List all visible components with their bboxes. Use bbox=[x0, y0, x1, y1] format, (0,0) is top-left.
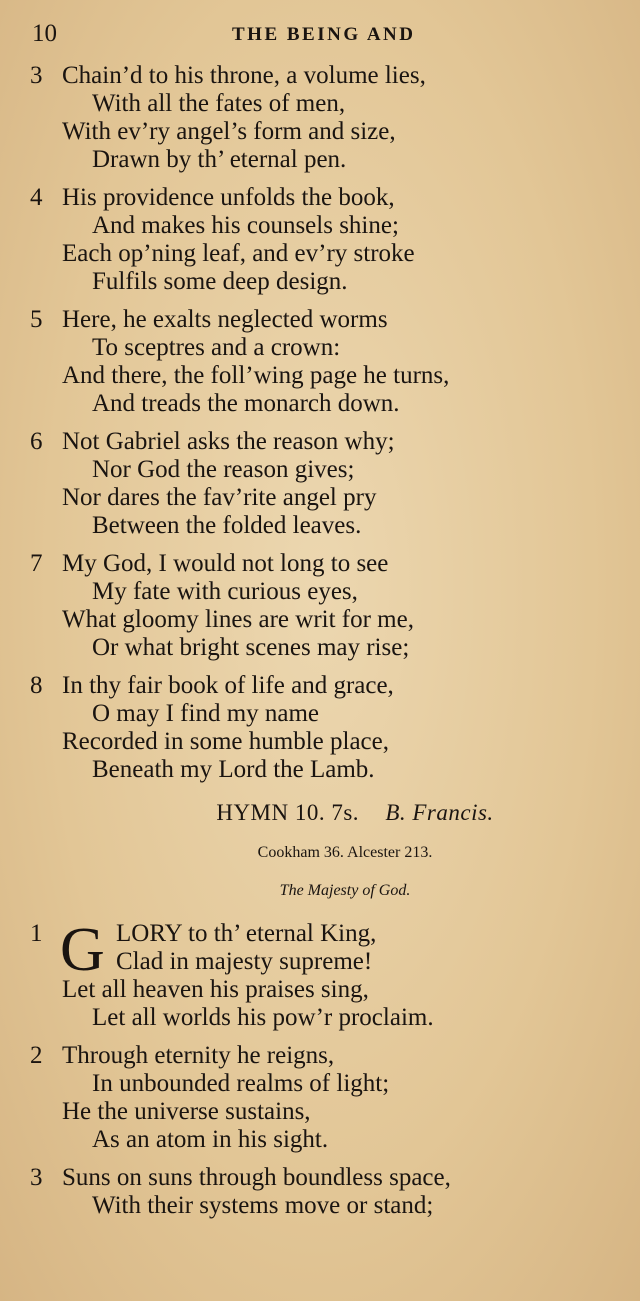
verse-line bbox=[30, 1192, 620, 1220]
verse-line-text: My fate with curious eyes, bbox=[92, 578, 358, 605]
verse-line bbox=[30, 212, 620, 240]
verse bbox=[30, 184, 620, 296]
verse-line-text: With all the fates of men, bbox=[92, 90, 346, 117]
verse-line-text: My God, I would not long to see bbox=[62, 550, 389, 577]
verse-line bbox=[30, 62, 620, 90]
verse-line bbox=[30, 268, 620, 296]
verse-line-text: Clad in majesty supreme! bbox=[116, 948, 373, 975]
verse-line-text: In unbounded realms of light; bbox=[92, 1070, 390, 1097]
verse-line-text: Here, he exalts neglected worms bbox=[62, 306, 388, 333]
verse-line bbox=[30, 976, 620, 1004]
hymn-tunes: Cookham 36. Alcester 213. bbox=[257, 844, 433, 861]
verse-line-text: Or what bright scenes may rise; bbox=[92, 634, 410, 661]
verse-line bbox=[30, 920, 620, 948]
verse-line bbox=[30, 1164, 620, 1192]
verse-number: 6 bbox=[30, 428, 43, 455]
verse-line bbox=[30, 948, 620, 976]
verse-line-text: Each op’ning leaf, and ev’ry stroke bbox=[62, 240, 415, 267]
verse-line-text: Let all heaven his praises sing, bbox=[62, 976, 369, 1003]
verse-line bbox=[30, 428, 620, 456]
verse-line-text: He the universe sustains, bbox=[62, 1098, 311, 1125]
verse-line-text: And there, the foll’wing page he turns, bbox=[62, 362, 450, 389]
verse-line bbox=[30, 390, 620, 418]
hymn-10-verses bbox=[30, 916, 620, 1220]
hymn-heading bbox=[30, 796, 620, 830]
verse-line bbox=[30, 146, 620, 174]
verse-line-text: Drawn by th’ eternal pen. bbox=[92, 146, 347, 173]
verse-line bbox=[30, 118, 620, 146]
verse bbox=[30, 1042, 620, 1154]
verse-line bbox=[30, 1098, 620, 1126]
verse-line bbox=[30, 334, 620, 362]
page-number: 10 bbox=[32, 20, 57, 47]
verse bbox=[30, 916, 620, 1032]
verse-line bbox=[30, 606, 620, 634]
verse-line-text: Fulfils some deep design. bbox=[92, 268, 348, 295]
verse-number: 8 bbox=[30, 672, 43, 699]
verse-line-text: Nor dares the fav’rite angel pry bbox=[62, 484, 377, 511]
verse-line-text: And treads the monarch down. bbox=[92, 390, 400, 417]
verse-line-text: Through eternity he reigns, bbox=[62, 1042, 335, 1069]
verse-number: 3 bbox=[30, 62, 43, 89]
verse-line bbox=[30, 456, 620, 484]
verse-line-text: Chain’d to his throne, a volume lies, bbox=[62, 62, 426, 89]
hymn-9-verses bbox=[30, 62, 620, 784]
verse-line bbox=[30, 672, 620, 700]
page-content bbox=[30, 62, 620, 1230]
verse bbox=[30, 550, 620, 662]
verse-line bbox=[30, 306, 620, 334]
verse bbox=[30, 672, 620, 784]
verse bbox=[30, 62, 620, 174]
drop-cap: G bbox=[60, 916, 105, 984]
verse-line bbox=[30, 728, 620, 756]
running-head: THE BEING AND bbox=[232, 24, 416, 45]
verse-line bbox=[30, 634, 620, 662]
verse-line bbox=[30, 184, 620, 212]
verse-line bbox=[30, 756, 620, 784]
verse-line-text: In thy fair book of life and grace, bbox=[62, 672, 394, 699]
verse-number: 3 bbox=[30, 1164, 43, 1191]
verse-line-text: With ev’ry angel’s form and size, bbox=[62, 118, 396, 145]
verse-line-text: LORY to th’ eternal King, bbox=[116, 920, 377, 947]
verse-line bbox=[30, 90, 620, 118]
verse-line-text: As an atom in his sight. bbox=[92, 1126, 329, 1153]
verse-line-text: Suns on suns through boundless space, bbox=[62, 1164, 451, 1191]
hymn-title: HYMN 10. 7s. bbox=[216, 800, 360, 825]
verse-number: 5 bbox=[30, 306, 43, 333]
verse-line bbox=[30, 484, 620, 512]
verse-number: 1 bbox=[30, 920, 43, 947]
verse-line bbox=[30, 578, 620, 606]
verse-line bbox=[30, 550, 620, 578]
verse bbox=[30, 428, 620, 540]
verse bbox=[30, 1164, 620, 1220]
verse-line bbox=[30, 1042, 620, 1070]
verse-line-text: To sceptres and a crown: bbox=[92, 334, 341, 361]
verse-line bbox=[30, 362, 620, 390]
verse-line-text: And makes his counsels shine; bbox=[92, 212, 399, 239]
page-header bbox=[32, 20, 600, 56]
verse-number: 4 bbox=[30, 184, 43, 211]
verse-line-text: His providence unfolds the book, bbox=[62, 184, 395, 211]
hymn-author: B. Francis. bbox=[385, 800, 494, 825]
hymn-subject: The Majesty of God. bbox=[279, 882, 411, 899]
verse-line-text: Between the folded leaves. bbox=[92, 512, 362, 539]
verse-line bbox=[30, 1126, 620, 1154]
verse-line bbox=[30, 512, 620, 540]
verse bbox=[30, 306, 620, 418]
verse-line-text: Not Gabriel asks the reason why; bbox=[62, 428, 395, 455]
verse-line bbox=[30, 240, 620, 268]
verse-line-text: With their systems move or stand; bbox=[92, 1192, 434, 1219]
verse-line-text: O may I find my name bbox=[92, 700, 320, 727]
verse-line bbox=[30, 1004, 620, 1032]
verse-number: 2 bbox=[30, 1042, 43, 1069]
verse-line bbox=[30, 700, 620, 728]
verse-line-text: Let all worlds his pow’r proclaim. bbox=[92, 1004, 434, 1031]
verse-line-text: Recorded in some humble place, bbox=[62, 728, 389, 755]
verse-line-text: Nor God the reason gives; bbox=[92, 456, 355, 483]
verse-line-text: Beneath my Lord the Lamb. bbox=[92, 756, 375, 783]
verse-number: 7 bbox=[30, 550, 43, 577]
verse-line-text: What gloomy lines are writ for me, bbox=[62, 606, 414, 633]
verse-line bbox=[30, 1070, 620, 1098]
